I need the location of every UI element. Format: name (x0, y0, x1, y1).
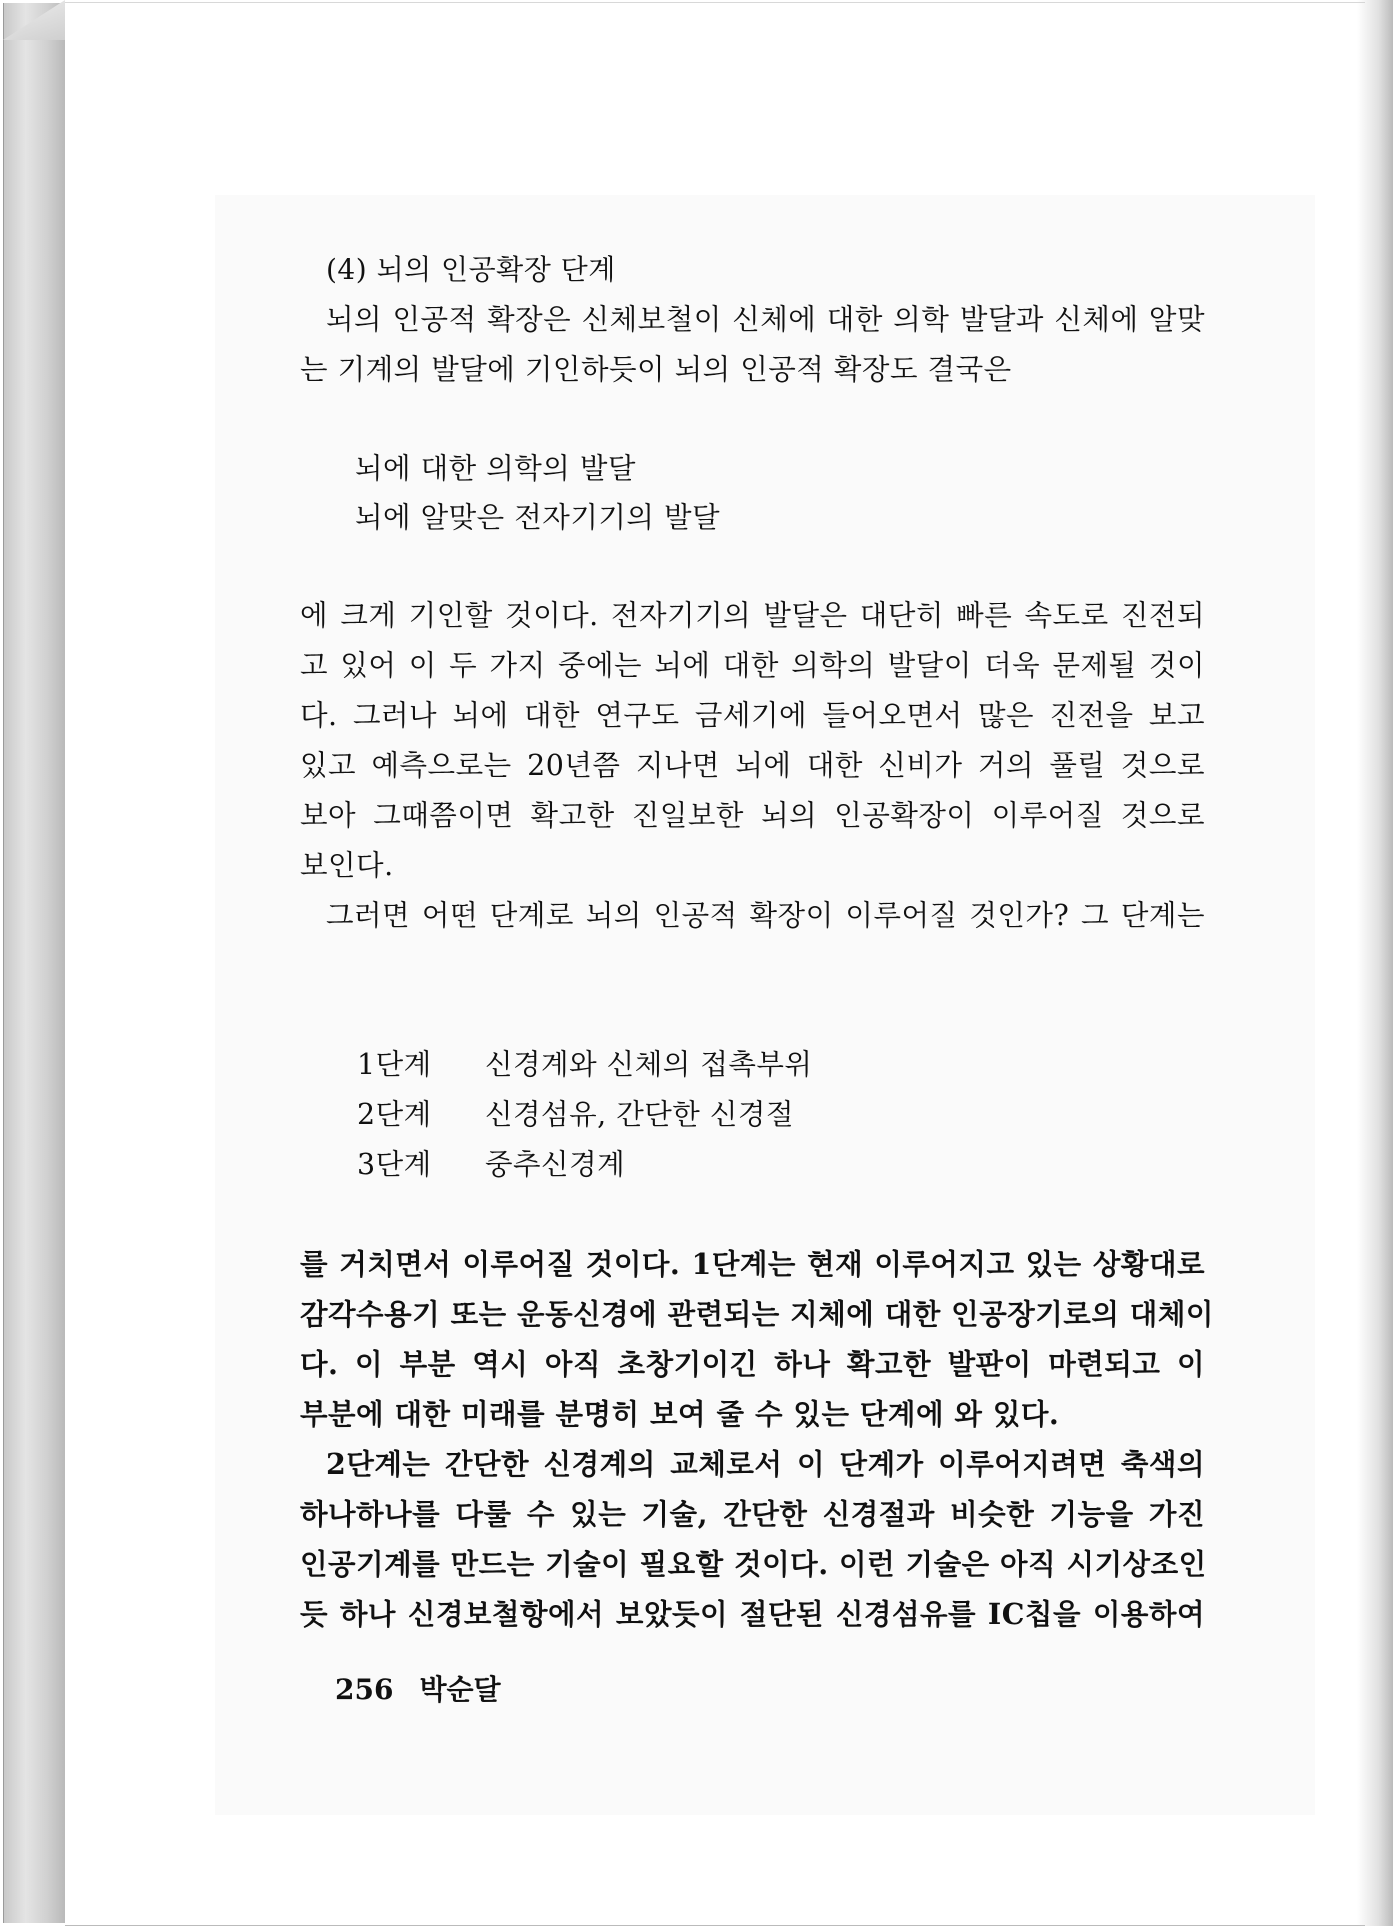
paragraph5-line1: 2단계는 간단한 신경계의 교체로서 이 단계가 이루어지려면 축색의 (326, 1447, 1205, 1481)
paragraph2-line2: 고 있어 이 두 가지 중에는 뇌에 대한 의학의 발달이 더욱 문제될 것이 (300, 649, 1205, 682)
paragraph2-line3: 다. 그러나 뇌에 대한 연구도 금세기에 들어오면서 많은 진전을 보고 (300, 699, 1205, 732)
paragraph5-line3: 인공기계를 만드는 기술이 필요할 것이다. 이런 기술은 아직 시기상조인 (300, 1547, 1207, 1581)
paragraph2-line6: 보인다. (300, 849, 394, 882)
page-footer (335, 1668, 527, 1708)
paragraph5-line2: 하나하나를 다룰 수 있는 기술, 간단한 신경절과 비슷한 기능을 가진 (300, 1497, 1205, 1531)
book-spine (3, 3, 66, 1923)
paragraph2-line5: 보아 그때쯤이면 확고한 진일보한 뇌의 인공확장이 이루어질 것으로 (300, 799, 1205, 832)
list1-item1: 뇌에 대한 의학의 발달 (355, 452, 636, 485)
paragraph2-line4: 있고 예측으로는 20년쯤 지나면 뇌에 대한 신비가 거의 풀릴 것으로 (300, 749, 1205, 782)
paragraph4-line2: 감각수용기 또는 운동신경에 관련되는 지체에 대한 인공장기로의 대체이 (300, 1297, 1214, 1331)
stage-desc-2: 신경섬유, 간단한 신경절 (485, 1098, 794, 1131)
paragraph4-line1: 를 거치면서 이루어질 것이다. 1단계는 현재 이루어지고 있는 상황대로 (300, 1247, 1205, 1281)
paragraph4-line3: 다. 이 부분 역시 아직 초창기이긴 하나 확고한 발판이 마련되고 이 (300, 1347, 1205, 1381)
paragraph2-line1: 에 크게 기인할 것이다. 전자기기의 발달은 대단히 빠른 속도로 진전되 (300, 599, 1205, 632)
paragraph4-line4: 부분에 대한 미래를 분명히 보여 줄 수 있는 단계에 와 있다. (300, 1397, 1060, 1431)
list1-item2: 뇌에 알맞은 전자기기의 발달 (355, 501, 721, 534)
stage-desc-1: 신경계와 신체의 접촉부위 (485, 1048, 813, 1081)
stage-label-2: 2단계 (357, 1098, 432, 1131)
stage-desc-3: 중추신경계 (485, 1148, 626, 1181)
footer-author: 박순달 (419, 1673, 501, 1706)
stage-label-3: 3단계 (357, 1148, 432, 1181)
paragraph1-line1: 뇌의 인공적 확장은 신체보철이 신체에 대한 의학 발달과 신체에 알맞 (326, 303, 1205, 336)
paragraph5-line4: 듯 하나 신경보철항에서 보았듯이 절단된 신경섬유를 IC칩을 이용하여 (300, 1597, 1205, 1631)
paragraph1-line2: 는 기계의 발달에 기인하듯이 뇌의 인공적 확장도 결국은 (300, 353, 1012, 386)
section-heading: (4) 뇌의 인공확장 단계 (326, 253, 616, 286)
paragraph3-line1: 그러면 어떤 단계로 뇌의 인공적 확장이 이루어질 것인가? 그 단계는 (326, 899, 1205, 932)
page-edge-shadow (1357, 0, 1393, 1926)
stage-label-1: 1단계 (357, 1048, 432, 1081)
page-number: 256 (335, 1673, 394, 1706)
